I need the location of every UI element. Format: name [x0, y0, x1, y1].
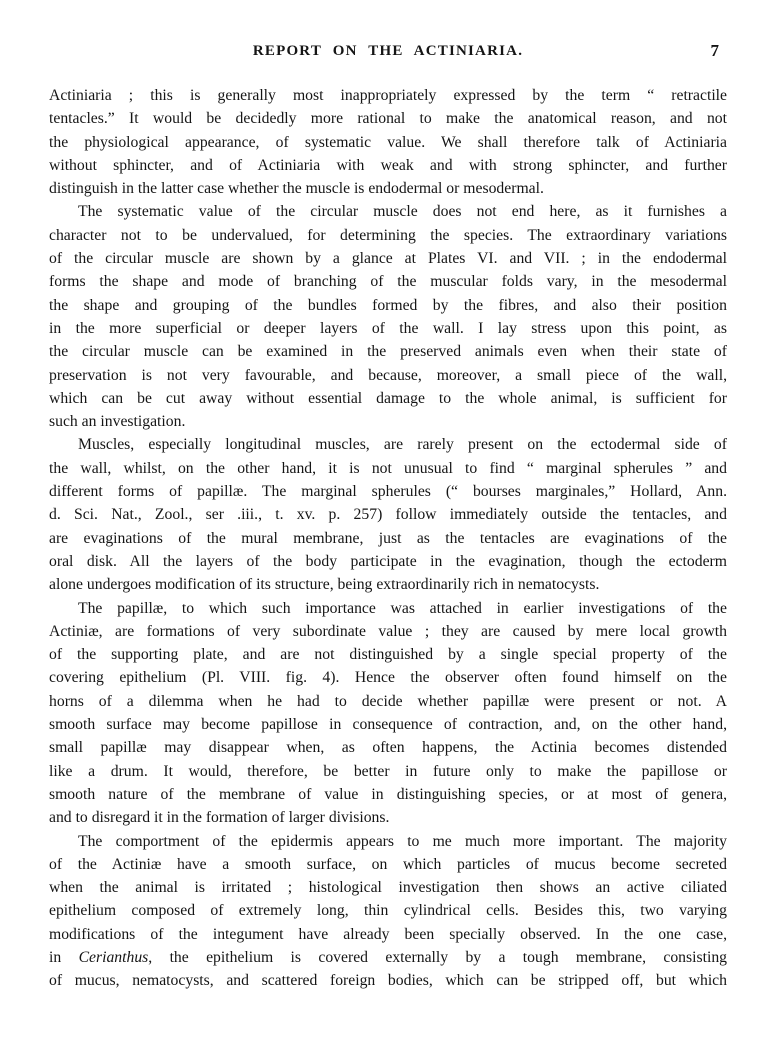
- text-line: of the supporting plate, and are not distinguished by a single special property of the: [49, 646, 727, 664]
- text-line: distinguish in the latter case whether the muscle is endodermal or mesodermal.: [49, 180, 544, 198]
- text-line: modifications of the integument have already been specially observed. In the one case,: [49, 925, 727, 943]
- text-line: like a drum. It would, therefore, be better in future only to make the papillose or: [49, 762, 727, 780]
- text-line: epithelium composed of extremely long, thin cylindrical cells. Besides this, two varying: [49, 902, 727, 920]
- text-line: covering epithelium (Pl. VIII. fig. 4). Hence the observer often found himself on the: [49, 669, 727, 687]
- text-line: forms the shape and mode of branching of the muscular folds vary, in the mesodermal: [49, 273, 727, 291]
- paragraph: [49, 597, 727, 830]
- text-line: smooth surface may become papillose in consequence of contraction, and, on the other hand,: [49, 716, 727, 734]
- text-line: in Cerianthus, the epithelium is covered externally by a tough membrane, consisting: [49, 948, 727, 966]
- text-line: the circular muscle can be examined in the preserved animals even when their state of: [49, 343, 727, 361]
- text-line: d. Sci. Nat., Zool., ser .iii., t. xv. p. 257) follow immediately outside the tentacles, and: [49, 506, 727, 524]
- text-line: small papillæ may disappear when, as often happens, the Actinia becomes distended: [49, 739, 727, 757]
- paragraph: [49, 200, 727, 433]
- text-line: The systematic value of the circular muscle does not end here, as it furnishes a: [78, 203, 727, 221]
- text-line: different forms of papillæ. The marginal spherules (“ bourses marginales,” Hollard, Ann.: [49, 483, 727, 501]
- text-line: character not to be undervalued, for determining the species. The extraordinary variations: [49, 226, 727, 244]
- paragraph: [49, 830, 727, 993]
- text-line: of the circular muscle are shown by a glance at Plates VI. and VII. ; in the endodermal: [49, 250, 727, 268]
- text-line: horns of a dilemma when he had to decide whether papillæ were present or not. A: [49, 692, 727, 710]
- text-line: smooth nature of the membrane of value in distinguishing species, or at most of genera,: [49, 785, 727, 803]
- text-line: the physiological appearance, of systematic value. We shall therefore talk of Actiniaria: [49, 133, 727, 151]
- text-line: Muscles, especially longitudinal muscles, are rarely present on the ectodermal side of: [78, 436, 727, 454]
- text-line: when the animal is irritated ; histological investigation then shows an active ciliated: [49, 879, 727, 897]
- page-number: 7: [710, 41, 719, 60]
- text-line: in the more superficial or deeper layers of the wall. I lay stress upon this point, as: [49, 319, 727, 337]
- text-line: are evaginations of the mural membrane, just as the tentacles are evaginations of the: [49, 529, 727, 547]
- text-line: the wall, whilst, on the other hand, it is not unusual to find “ marginal spherules ” and: [49, 459, 727, 477]
- text-line: the shape and grouping of the bundles formed by the fibres, and also their position: [49, 296, 727, 314]
- text-line: which can be cut away without essential damage to the whole animal, is sufficient for: [49, 389, 727, 407]
- text-line: of the Actiniæ have a smooth surface, on which particles of mucus become secreted: [49, 855, 727, 873]
- text-line: Actiniaria ; this is generally most inappropriately expressed by the term “ retractile: [49, 87, 727, 104]
- text-line: such an investigation.: [49, 413, 186, 431]
- text-line: preservation is not very favourable, and because, moreover, a small piece of the wall,: [49, 366, 727, 384]
- text-line: alone undergoes modification of its structure, being extraordinarily rich in nematocysts.: [49, 576, 600, 594]
- text-line: tentacles.” It would be decidedly more rational to make the anatomical reason, and not: [49, 110, 727, 128]
- text-line: and to disregard it in the formation of larger divisions.: [49, 809, 390, 827]
- text-line: of mucus, nematocysts, and scattered foreign bodies, which can be stripped off, but which: [49, 972, 727, 990]
- text-line: without sphincter, and of Actiniaria with weak and with strong sphincter, and further: [49, 156, 727, 174]
- text-line: Actiniæ, are formations of very subordinate value ; they are caused by mere local growth: [49, 622, 727, 640]
- text-line: oral disk. All the layers of the body participate in the evagination, though the ectoderm: [49, 552, 727, 570]
- text-line: The papillæ, to which such importance was attached in earlier investigations of the: [78, 599, 727, 617]
- text-line: The comportment of the epidermis appears to me much more important. The majority: [78, 832, 727, 850]
- body-text-block: [49, 84, 727, 993]
- running-head-title: REPORT ON THE ACTINIARIA.: [252, 43, 524, 59]
- paragraph: [49, 433, 727, 596]
- paragraph: [49, 84, 727, 200]
